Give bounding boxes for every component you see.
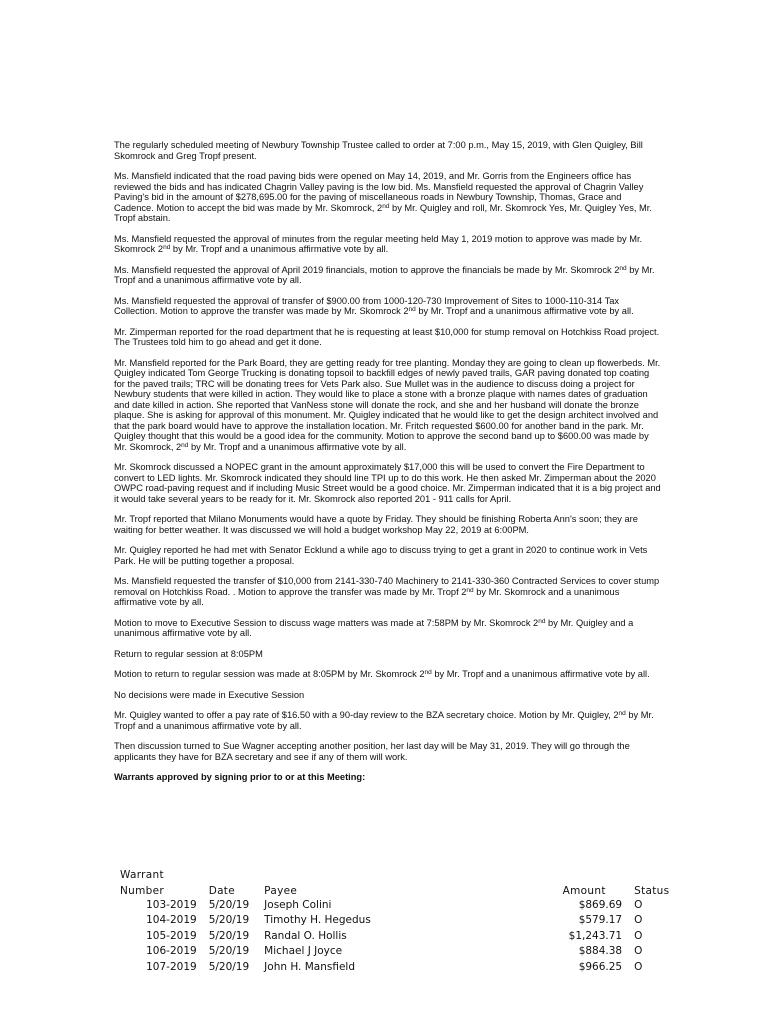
- minutes-paragraph: [114, 690, 662, 701]
- warrant-date: 5/20/19: [208, 898, 250, 911]
- paragraph-text: by Mr. Tropf and a unanimous affirmative vote by all.: [415, 306, 634, 316]
- warrant-payee: Joseph Colini: [264, 898, 332, 911]
- ordinal-suffix: nd: [382, 202, 390, 210]
- warrant-payee: Randal O. Hollis: [264, 929, 347, 942]
- paragraph-text: Then discussion turned to Sue Wagner accepting another position, her last day will be May 31, 2019. They will go through the applicants they have for BZA secretary and see if any of them will work.: [114, 741, 630, 762]
- paragraph-text: Return to regular session at 8:05PM: [114, 648, 263, 659]
- paragraph-text: Ms. Mansfield requested the approval of transfer of $900.00 from 1000-120-730 Improvement of Sites to 1000-110-314 Tax Collection. Motion to approve the transfer was made by Mr. Skomrock 2: [114, 295, 620, 316]
- warrant-amount: $884.38: [578, 945, 623, 958]
- warrant-status: O: [634, 914, 643, 927]
- paragraph-text: Ms. Mansfield indicated that the road paving bids were opened on May 14, 2019, and Mr. Gorris from the Engineers office has reviewed the bids and has indicated Chagrin Valley paving is the low bid. Ms. Mansfield requested the approval of Chagrin Valley Paving's bid in the amount of $278,695.00 for the paving of miscellaneous roads in Newbury Township, Thomas, Grace and Cadence. Motion to accept the bid was made by Mr. Skomrock, 2: [114, 171, 644, 213]
- paragraph-text: Mr. Quigley wanted to offer a pay rate of $16.50 with a 90-day review to the BZA secretary choice. Motion by Mr. Quigley, 2: [114, 710, 619, 720]
- minutes-paragraphs: [114, 140, 662, 762]
- paragraph-text: Mr. Zimperman reported for the road department that he is requesting at least $10,000 for stump removal on Hotchkiss Road project. The Trustees told him to go ahead and get it done.: [114, 326, 660, 347]
- paragraph-text: Ms. Mansfield requested the transfer of $10,000 from 2141-330-740 Machinery to 2141-330-360 Contracted Services to cover stump removal on Hotchkiss Road. . Motion to approve the transfer was made by Mr. Tropf 2: [114, 576, 660, 597]
- minutes-paragraph: [114, 140, 662, 161]
- minutes-paragraph: [114, 462, 662, 504]
- warrant-amount: $966.25: [578, 960, 623, 973]
- minutes-paragraph: [114, 710, 662, 731]
- warrant-number: 106-2019: [146, 945, 197, 958]
- header-payee: Payee: [264, 885, 298, 897]
- minutes-paragraph: [114, 265, 662, 286]
- warrant-amount: $1,243.71: [568, 929, 623, 942]
- warrant-status: O: [634, 960, 643, 973]
- paragraph-text: by Mr. Quigley and a unanimous affirmative vote by all.: [114, 617, 634, 638]
- header-amount: Amount: [562, 885, 606, 897]
- minutes-paragraph: [114, 358, 662, 453]
- minutes-paragraph: [114, 327, 662, 348]
- paragraph-text: by Mr. Skomrock and a unanimous affirmative vote by all.: [114, 586, 620, 607]
- table-row: [114, 959, 674, 975]
- warrants-heading: Warrants approved by signing prior to or at this Meeting:: [114, 772, 366, 782]
- ordinal-suffix: nd: [424, 669, 432, 676]
- ordinal-suffix: nd: [408, 306, 416, 313]
- paragraph-text: The regularly scheduled meeting of Newbury Township Trustee called to order at 7:00 p.m., May 15, 2019, with Glen Quigley, Bill Skomrock and Greg Tropf present.: [114, 140, 643, 161]
- warrants-table: [114, 865, 674, 975]
- header-warrant: Warrant: [120, 869, 164, 881]
- minutes-paragraph: [114, 296, 662, 317]
- warrant-number: 104-2019: [146, 914, 197, 927]
- warrant-number: 107-2019: [146, 960, 197, 973]
- header-number: Number: [120, 885, 164, 897]
- warrant-number: 105-2019: [146, 929, 197, 942]
- paragraph-text: Mr. Quigley reported he had met with Senator Ecklund a while ago to discuss trying to get a grant in 2020 to continue work in Vets Park. He will be putting together a proposal.: [114, 545, 648, 566]
- paragraph-text: Mr. Mansfield reported for the Park Board, they are getting ready for tree planting. Monday they are going to clean up flowerbeds. Mr. Quigley indicated Tom George Trucking is donating topsoil to backfill edges of newly paved trails, GAR paving donated top coating for the paved trails; TRC will be donating trees for Vets Park also. Sue Mullet was in the audience to discuss doing a project for Newbury students that were killed in action. They would like to place a stone with a bronze plaque with names dates of graduation and date killed in action. She reported that VanNess stone will donate the rock, and she and her husband will donate the bronze plaque. She is asking for approval of this monument. Mr. Quigley indicated that he would like to get the design architect involved and that the park board would have to approve the installation location. Mr. Fritch requested $600.00 for another band in the park. Mr. Quigley thought that this would be a good idea for the community. Motion to approve the second band up to $600.00 was made by Mr. Skomrock, 2: [114, 357, 661, 452]
- paragraph-text: Motion to return to regular session was made at 8:05PM by Mr. Skomrock 2: [114, 669, 425, 679]
- warrant-number: 103-2019: [146, 898, 197, 911]
- warrant-payee: John H. Mansfield: [264, 960, 356, 973]
- ordinal-suffix: nd: [163, 244, 171, 251]
- ordinal-suffix: nd: [619, 264, 627, 272]
- warrants-table-body: [114, 897, 674, 975]
- minutes-paragraph: [114, 741, 662, 762]
- paragraph-text: Ms. Mansfield requested the approval of minutes from the regular meeting held May 1, 2019 motion to approve was made by Mr. Skomrock 2: [114, 233, 643, 254]
- paragraph-text: No decisions were made in Executive Session: [114, 689, 305, 700]
- paragraph-text: by Mr. Tropf and a unanimous affirmative vote by all.: [431, 669, 650, 679]
- paragraph-text: by Mr. Tropf and a unanimous affirmative vote by all.: [170, 244, 389, 254]
- paragraph-text: Mr. Skomrock discussed a NOPEC grant in the amount approximately $17,000 this will be used to convert the Fire Department to convert to LED lights. Mr. Skomrock indicated they should line TPI up to do this work. He then asked Mr. Zimperman about the 2020 OWPC road-paving request and if including Music Street would be a good choice. Mr. Zimperman indicated that it is a big project and it would take several years to be ready for it. Mr. Skomrock also reported 201 - 911 calls for April.: [114, 462, 661, 504]
- warrant-date: 5/20/19: [208, 945, 250, 958]
- paragraph-text: by Mr. Quigley and roll, Mr. Skomrock Yes, Mr. Quigley Yes, Mr. Tropf abstain.: [114, 202, 652, 223]
- warrant-date: 5/20/19: [208, 914, 250, 927]
- minutes-paragraph: [114, 171, 662, 224]
- paragraph-text: by Mr. Tropf and a unanimous affirmative vote by all.: [188, 441, 407, 452]
- ordinal-suffix: nd: [466, 586, 474, 594]
- warrant-date: 5/20/19: [208, 960, 250, 973]
- warrant-amount: $869.69: [578, 898, 623, 911]
- warrant-status: O: [634, 929, 643, 942]
- paragraph-text: Ms. Mansfield requested the approval of April 2019 financials, motion to approve the financials be made by Mr. Skomrock 2: [114, 264, 620, 275]
- paragraph-text: Mr. Tropf reported that Milano Monuments would have a quote by Friday. They should be finishing Roberta Ann's soon; they are waiting for better weather. It was discussed we will hold a budget workshop May 22, 2019 at 6:00PM.: [114, 514, 638, 535]
- table-row: [114, 913, 674, 929]
- minutes-paragraph: [114, 514, 662, 535]
- minutes-paragraph: [114, 669, 662, 680]
- minutes-paragraph: [114, 576, 662, 608]
- minutes-paragraph: [114, 545, 662, 566]
- table-row: [114, 944, 674, 960]
- warrants-table-header: [114, 865, 674, 897]
- table-row: [114, 897, 674, 913]
- ordinal-suffix: nd: [538, 617, 546, 625]
- warrant-status: O: [634, 945, 643, 958]
- warrant-payee: Timothy H. Hegedus: [264, 914, 371, 927]
- minutes-paragraph: [114, 618, 662, 639]
- warrant-payee: Michael J Joyce: [264, 945, 343, 958]
- paragraph-text: by Mr. Tropf and a unanimous affirmative vote by all.: [114, 264, 655, 285]
- warrant-status: O: [634, 898, 643, 911]
- warrant-amount: $579.17: [578, 914, 623, 927]
- paragraph-text: by Mr. Tropf and a unanimous affirmative vote by all.: [114, 710, 654, 731]
- header-date: Date: [208, 885, 235, 897]
- minutes-paragraph: [114, 649, 662, 660]
- table-row: [114, 928, 674, 944]
- paragraph-text: Motion to move to Executive Session to discuss wage matters was made at 7:58PM by Mr. Skomrock 2: [114, 617, 539, 628]
- header-status: Status: [634, 885, 670, 897]
- minutes-paragraph: [114, 234, 662, 255]
- minutes-body: [114, 140, 662, 795]
- ordinal-suffix: nd: [181, 441, 189, 449]
- ordinal-suffix: nd: [618, 710, 626, 717]
- warrant-date: 5/20/19: [208, 929, 250, 942]
